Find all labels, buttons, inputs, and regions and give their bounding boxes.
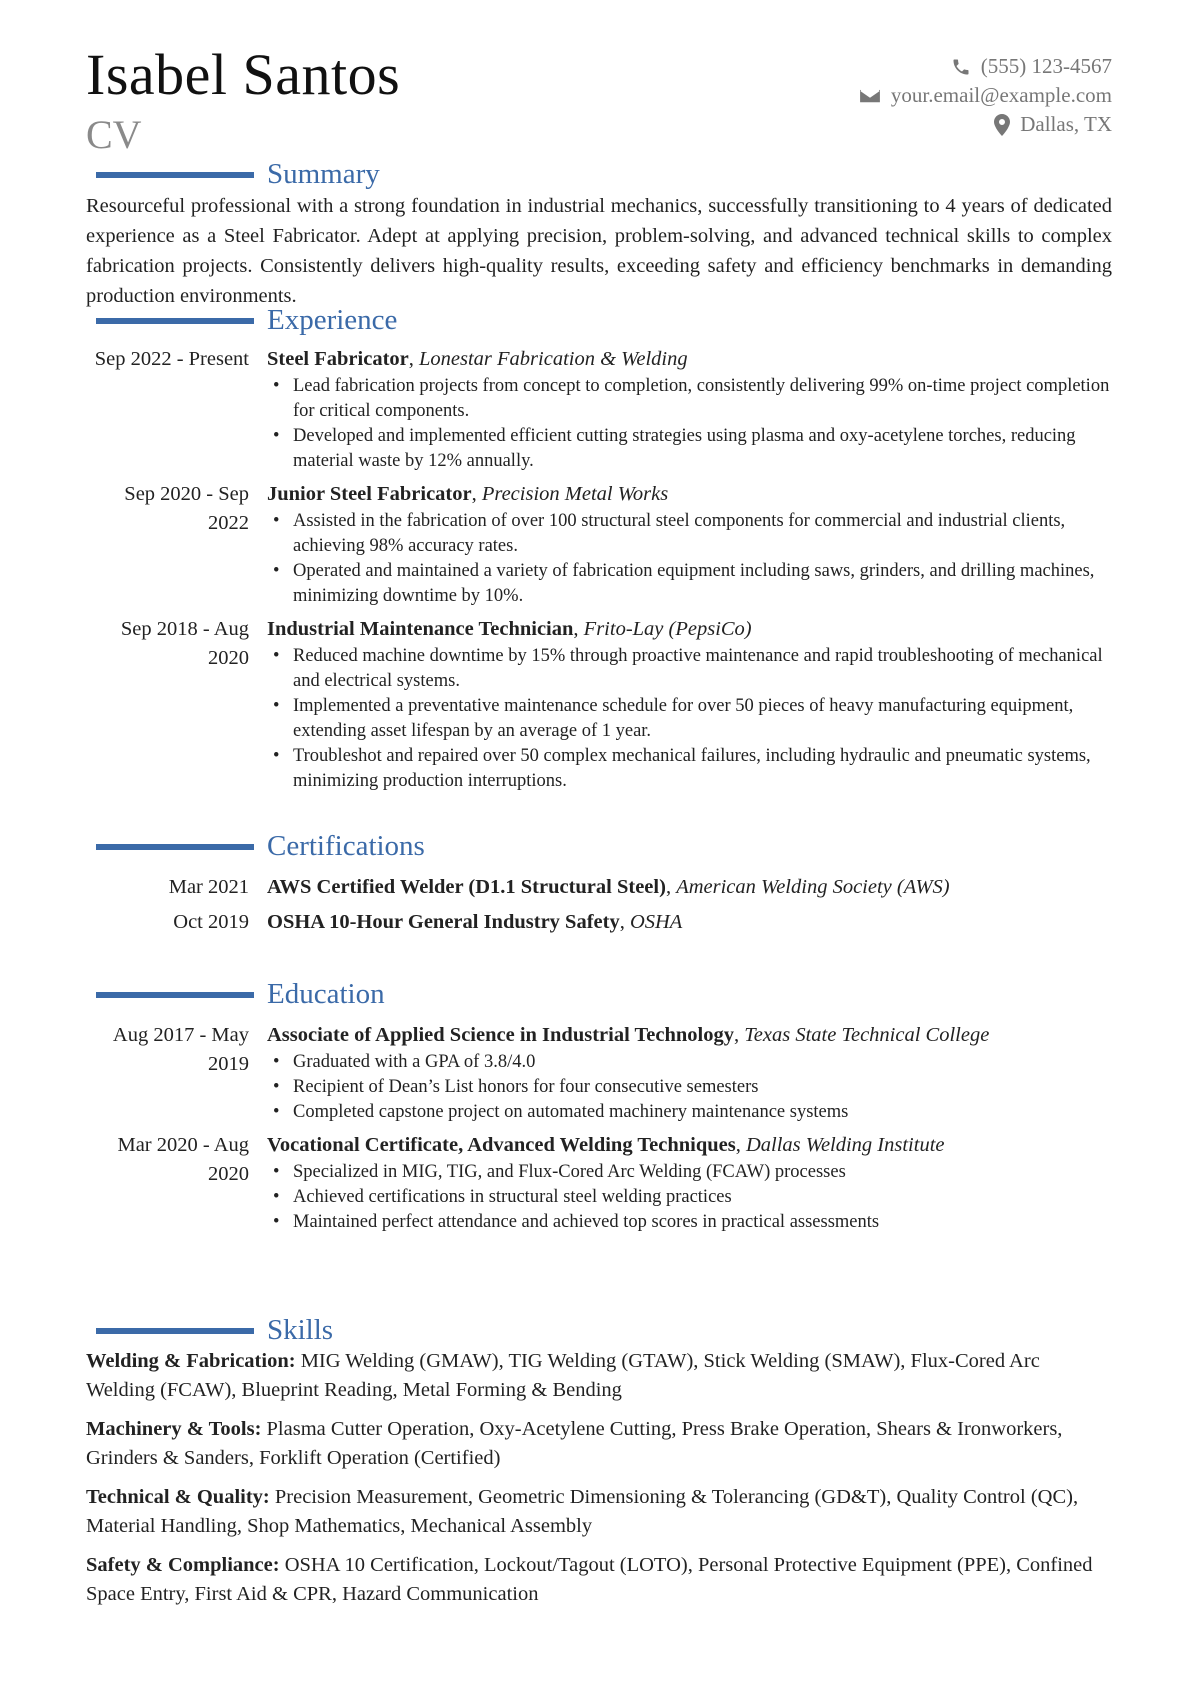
section-accent-bar: [96, 318, 254, 324]
entry-name: AWS Certified Welder (D1.1 Structural Steel): [267, 876, 666, 898]
list-item: • Specialized in MIG, TIG, and Flux-Cored Arc Welding (FCAW) processes: [293, 1160, 1112, 1185]
section-title: Experience: [267, 304, 398, 336]
candidate-name: Isabel Santos: [86, 42, 401, 107]
section-title: Skills: [267, 1314, 334, 1346]
experience-section: [86, 303, 1112, 800]
list-item: • Recipient of Dean’s List honors for four consecutive semesters: [293, 1075, 1112, 1100]
contact-location: [859, 110, 1112, 139]
location-pin-icon: [994, 114, 1010, 136]
list-item: • Achieved certifications in structural steel welding practices: [293, 1185, 1112, 1210]
skill-list: Plasma Cutter Operation, Oxy-Acetylene Cutting, Press Brake Operation, Shears & Ironworkers, Grinders & Sanders, Forklift Operation (Certified): [86, 1418, 1063, 1469]
skill-group: [86, 1483, 1112, 1541]
contact-email: [859, 81, 1112, 110]
entry-org: Precision Metal Works: [481, 483, 669, 505]
list-item: • Troubleshot and repaired over 50 complex mechanical failures, including hydraulic and pneumatic systems, minimizing production interruptions.: [293, 744, 1112, 794]
entry-school: Texas State Technical College: [744, 1024, 990, 1046]
skill-label: Machinery & Tools:: [86, 1418, 262, 1440]
entry-org: American Welding Society (AWS): [676, 876, 950, 898]
list-item: • Implemented a preventative maintenance schedule for over 50 pieces of heavy manufacturing equipment, extending asset lifespan by an average of 1 year.: [293, 694, 1112, 744]
education-section: [86, 977, 1112, 1241]
entry-date: Mar 2020 - Aug 2020: [117, 1134, 249, 1185]
experience-entry: Sep 2018 - Aug 2020 Industrial Maintenance Technician, Frito-Lay (PepsiCo) • Reduced machine downtime by 15% through proactive maintenance and rapid troubleshooting of mechanical and electrical systems. • Implemented a preventative maintenance schedule for over 50 pieces of heavy manufacturing equipment, extending asset lifespan by an average of 1 year. • Troubleshot and repaired over 50 complex mechanical failures, including hydraulic and pneumatic systems, minimizing production interruptions.: [86, 615, 1112, 794]
entry-degree: Associate of Applied Science in Industrial Technology: [267, 1024, 735, 1046]
list-item: • Maintained perfect attendance and achieved top scores in practical assessments: [293, 1210, 1112, 1235]
summary-section: [86, 157, 1112, 311]
list-item: • Operated and maintained a variety of fabrication equipment including saws, grinders, and drilling machines, minimizing downtime by 10%.: [293, 559, 1112, 609]
section-header: [86, 829, 1112, 863]
list-item: • Developed and implemented efficient cutting strategies using plasma and oxy-acetylene torches, reducing material waste by 12% annually.: [293, 424, 1112, 474]
section-accent-bar: [96, 992, 254, 998]
section-header: [86, 303, 1112, 337]
list-item: • Assisted in the fabrication of over 100 structural steel components for commercial and industrial clients, achieving 98% accuracy rates.: [293, 509, 1112, 559]
entry-role: Junior Steel Fabricator: [267, 483, 472, 505]
entry-name: OSHA 10-Hour General Industry Safety: [267, 911, 620, 933]
skill-label: Safety & Compliance:: [86, 1554, 280, 1576]
skill-list: OSHA 10 Certification, Lockout/Tagout (LOTO), Personal Protective Equipment (PPE), Confined Space Entry, First Aid & CPR, Hazard Communication: [86, 1554, 1093, 1605]
education-entry: Mar 2020 - Aug 2020 Vocational Certificate, Advanced Welding Techniques, Dallas Welding Institute • Specialized in MIG, TIG, and Flux-Cored Arc Welding (FCAW) processes • Achieved certifications in structural steel welding practices • Maintained perfect attendance and achieved top scores in practical assessments: [86, 1131, 1112, 1235]
list-item: • Reduced machine downtime by 15% through proactive maintenance and rapid troubleshooting of mechanical and electrical systems.: [293, 644, 1112, 694]
certifications-section: [86, 829, 1112, 943]
email-text[interactable]: your.email@example.com: [890, 83, 1112, 107]
entry-date: Sep 2018 - Aug 2020: [120, 618, 249, 669]
experience-entry: Sep 2022 - Present Steel Fabricator, Lonestar Fabrication & Welding • Lead fabrication projects from concept to completion, consistently delivering 99% on-time project completion for critical components. • Developed and implemented efficient cutting strategies using plasma and oxy-acetylene torches, reducing material waste by 12% annually.: [86, 345, 1112, 474]
contact-block: [859, 52, 1112, 139]
entry-degree: Vocational Certificate, Advanced Welding Techniques: [267, 1134, 736, 1156]
skill-list: Precision Measurement, Geometric Dimensioning & Tolerancing (GD&T), Quality Control (QC), Material Handling, Shop Mathematics, Mechanical Assembly: [86, 1486, 1079, 1537]
entry-date: Sep 2022 - Present: [94, 348, 249, 370]
envelope-icon: [859, 87, 881, 105]
skill-list: MIG Welding (GMAW), TIG Welding (GTAW), Stick Welding (SMAW), Flux-Cored Arc Welding (FCAW), Blueprint Reading, Metal Forming & Bending: [86, 1350, 1040, 1401]
entry-org: Frito-Lay (PepsiCo): [583, 618, 752, 640]
skill-group: [86, 1415, 1112, 1473]
entry-school: Dallas Welding Institute: [745, 1134, 945, 1156]
entry-date: Aug 2017 - May 2019: [112, 1024, 249, 1075]
entry-date: Sep 2020 - Sep 2022: [124, 483, 249, 534]
phone-icon: [951, 57, 971, 77]
education-entry: Aug 2017 - May 2019 Associate of Applied Science in Industrial Technology, Texas State Technical College • Graduated with a GPA of 3.8/4.0 • Recipient of Dean’s List honors for four consecutive semesters • Completed capstone project on automated machinery maintenance systems: [86, 1021, 1112, 1125]
skills-section: [86, 1313, 1112, 1619]
section-title: Certifications: [267, 830, 425, 862]
list-item: • Completed capstone project on automated machinery maintenance systems: [293, 1100, 1112, 1125]
section-title: Education: [267, 978, 385, 1010]
location-text: Dallas, TX: [1020, 112, 1112, 136]
skill-label: Welding & Fabrication:: [86, 1350, 296, 1372]
section-header: [86, 1313, 1112, 1347]
summary-text: Resourceful professional with a strong foundation in industrial mechanics, successfully transitioning to 4 years of dedicated experience as a Steel Fabricator. Adept at applying precision, problem-solving, and advanced technical skills to complex fabrication projects. Consistently delivers high-quality results, exceeding safety and efficiency benchmarks in demanding production environments.: [86, 195, 1112, 307]
contact-phone: [859, 52, 1112, 81]
section-accent-bar: [96, 844, 254, 850]
list-item: • Lead fabrication projects from concept to completion, consistently delivering 99% on-time project completion for critical components.: [293, 374, 1112, 424]
certification-entry: Mar 2021 AWS Certified Welder (D1.1 Structural Steel), American Welding Society (AWS): [86, 873, 1112, 902]
entry-org: OSHA: [629, 911, 683, 933]
entry-date: Mar 2021: [168, 876, 249, 898]
section-header: [86, 977, 1112, 1011]
section-title: Summary: [267, 158, 380, 190]
cv-label: CV: [86, 112, 142, 157]
section-accent-bar: [96, 1328, 254, 1334]
skill-label: Technical & Quality:: [86, 1486, 270, 1508]
entry-role: Industrial Maintenance Technician: [267, 618, 574, 640]
section-header: [86, 157, 1112, 191]
certification-entry: Oct 2019 OSHA 10-Hour General Industry Safety, OSHA: [86, 908, 1112, 937]
skill-group: [86, 1347, 1112, 1405]
entry-org: Lonestar Fabrication & Welding: [419, 348, 688, 370]
section-accent-bar: [96, 172, 254, 178]
skill-group: [86, 1551, 1112, 1609]
entry-date: Oct 2019: [173, 911, 249, 933]
experience-entry: Sep 2020 - Sep 2022 Junior Steel Fabricator, Precision Metal Works • Assisted in the fabrication of over 100 structural steel components for commercial and industrial clients, achieving 98% accuracy rates. • Operated and maintained a variety of fabrication equipment including saws, grinders, and drilling machines, minimizing downtime by 10%.: [86, 480, 1112, 609]
phone-text[interactable]: (555) 123-4567: [980, 54, 1112, 78]
entry-role: Steel Fabricator: [267, 348, 409, 370]
list-item: • Graduated with a GPA of 3.8/4.0: [293, 1050, 1112, 1075]
